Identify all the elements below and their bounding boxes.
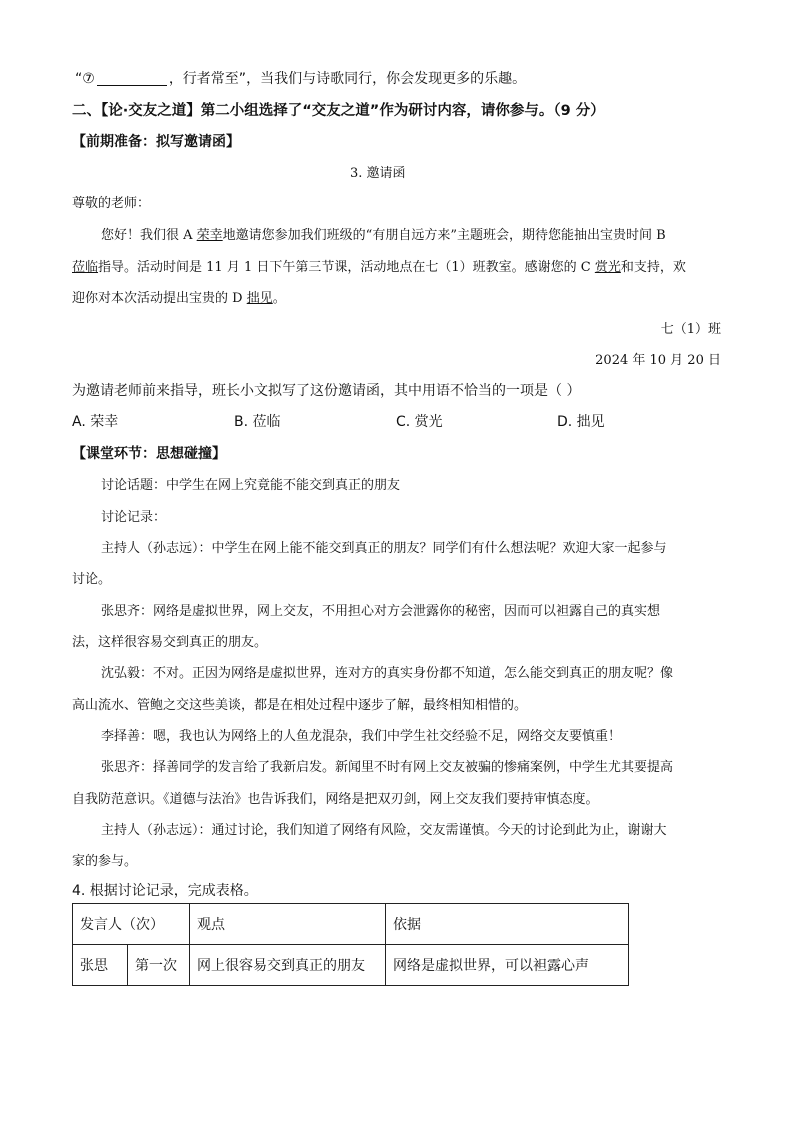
question-4: 4. 根据讨论记录，完成表格。: [72, 883, 258, 899]
word-c: 赏光: [594, 260, 621, 275]
letter-text: 和支持，欢: [620, 260, 686, 275]
letter-line-3: [72, 287, 286, 306]
discussion-topic: 讨论话题：中学生在网上究竟能不能交到真正的朋友: [101, 478, 401, 493]
dialogue-line: 自我防范意识。《道德与法治》也告诉我们，网络是把双刃剑，网上交友我们要持审慎态度。: [72, 792, 599, 807]
letter-text: 指导。活动时间是 11 月 1 日下午第三节课，活动地点在七（1）班教室。感谢您的 C: [98, 260, 595, 275]
option-c[interactable]: C. 赏光: [396, 414, 443, 430]
letter-title: 3. 邀请函: [350, 166, 406, 181]
class-heading: 【课堂环节：思想碰撞】: [72, 446, 226, 462]
option-d[interactable]: D. 拙见: [557, 414, 605, 430]
option-b[interactable]: B. 莅临: [234, 414, 281, 430]
answer-table: [72, 903, 629, 986]
table-row: [73, 945, 629, 986]
dialogue-line: 张思齐：网络是虚拟世界，网上交友，不用担心对方会泄露你的秘密，因而可以袒露自己的真实想: [101, 604, 661, 619]
option-a[interactable]: A. 荣幸: [72, 414, 119, 430]
dialogue-line: 家的参与。: [72, 854, 138, 869]
answer-blank[interactable]: [97, 71, 167, 86]
table-cell-turn: 第一次: [128, 945, 190, 986]
question-3: 为邀请老师前来指导，班长小文拟写了这份邀请函，其中用语不恰当的一项是（ ）: [72, 383, 581, 399]
dialogue-line: 张思齐：择善同学的发言给了我新启发。新闻里不时有网上交友被骗的惨痛案例，中学生尤其要提高: [101, 760, 674, 775]
record-label: 讨论记录：: [101, 510, 167, 525]
dialogue-line: 高山流水、管鲍之交这些美谈，都是在相处过程中逐步了解，最终相知相惜的。: [72, 698, 528, 713]
letter-line-2: [72, 256, 686, 275]
letter-text: 地邀请您参加我们班级的“有朋自远方来”主题班会，期待您能抽出宝贵时间 B: [222, 228, 666, 243]
table-header-view: 观点: [190, 904, 386, 945]
table-cell-speaker: 张思: [73, 945, 128, 986]
word-d: 拙见: [246, 291, 273, 306]
dialogue-line: 主持人（孙志远）：通过讨论，我们知道了网络有风险，交友需谨慎。今天的讨论到此为止，谢谢大: [101, 823, 667, 838]
table-cell-basis: 网络是虚拟世界，可以袒露心声: [386, 945, 629, 986]
dialogue-line: 沈弘毅：不对。正因为网络是虚拟世界，连对方的真实身份都不知道，怎么能交到真正的朋友呢？像: [101, 666, 674, 681]
dialogue-line: 主持人（孙志远）：中学生在网上能不能交到真正的朋友？同学们有什么想法呢？欢迎大家一起参与: [101, 541, 667, 556]
table-header-row: [73, 904, 629, 945]
letter-text: 迎你对本次活动提出宝贵的 D: [72, 291, 247, 306]
dialogue-line: 法，这样很容易交到真正的朋友。: [72, 635, 268, 650]
letter-text: 您好！我们很 A: [101, 228, 197, 243]
letter-date: 2024 年 10 月 20 日: [595, 353, 721, 368]
poem-line-open: “⑦: [75, 71, 95, 87]
letter-salutation: 尊敬的老师：: [72, 196, 151, 211]
dialogue-line: 讨论。: [72, 572, 112, 587]
table-header-speaker: 发言人（次）: [73, 904, 190, 945]
word-b: 莅临: [72, 260, 99, 275]
dialogue-line: 李择善：嗯，我也认为网络上的人鱼龙混杂，我们中学生社交经验不足，网络交友要慎重！: [101, 729, 622, 744]
table-header-basis: 依据: [386, 904, 629, 945]
poem-line-rest: ，行者常至”，当我们与诗歌同行，你会发现更多的乐趣。: [168, 71, 527, 87]
section-heading: 二、【论·交友之道】第二小组选择了“交友之道”作为研讨内容，请你参与。（9 分）: [72, 103, 605, 119]
letter-text: 。: [272, 291, 286, 306]
letter-signature: 七（1）班: [660, 322, 721, 337]
prep-heading: 【前期准备：拟写邀请函】: [72, 134, 240, 150]
word-a: 荣幸: [196, 228, 223, 243]
letter-line-1: [101, 224, 666, 243]
table-cell-view: 网上很容易交到真正的朋友: [190, 945, 386, 986]
poem-line: [75, 68, 526, 88]
